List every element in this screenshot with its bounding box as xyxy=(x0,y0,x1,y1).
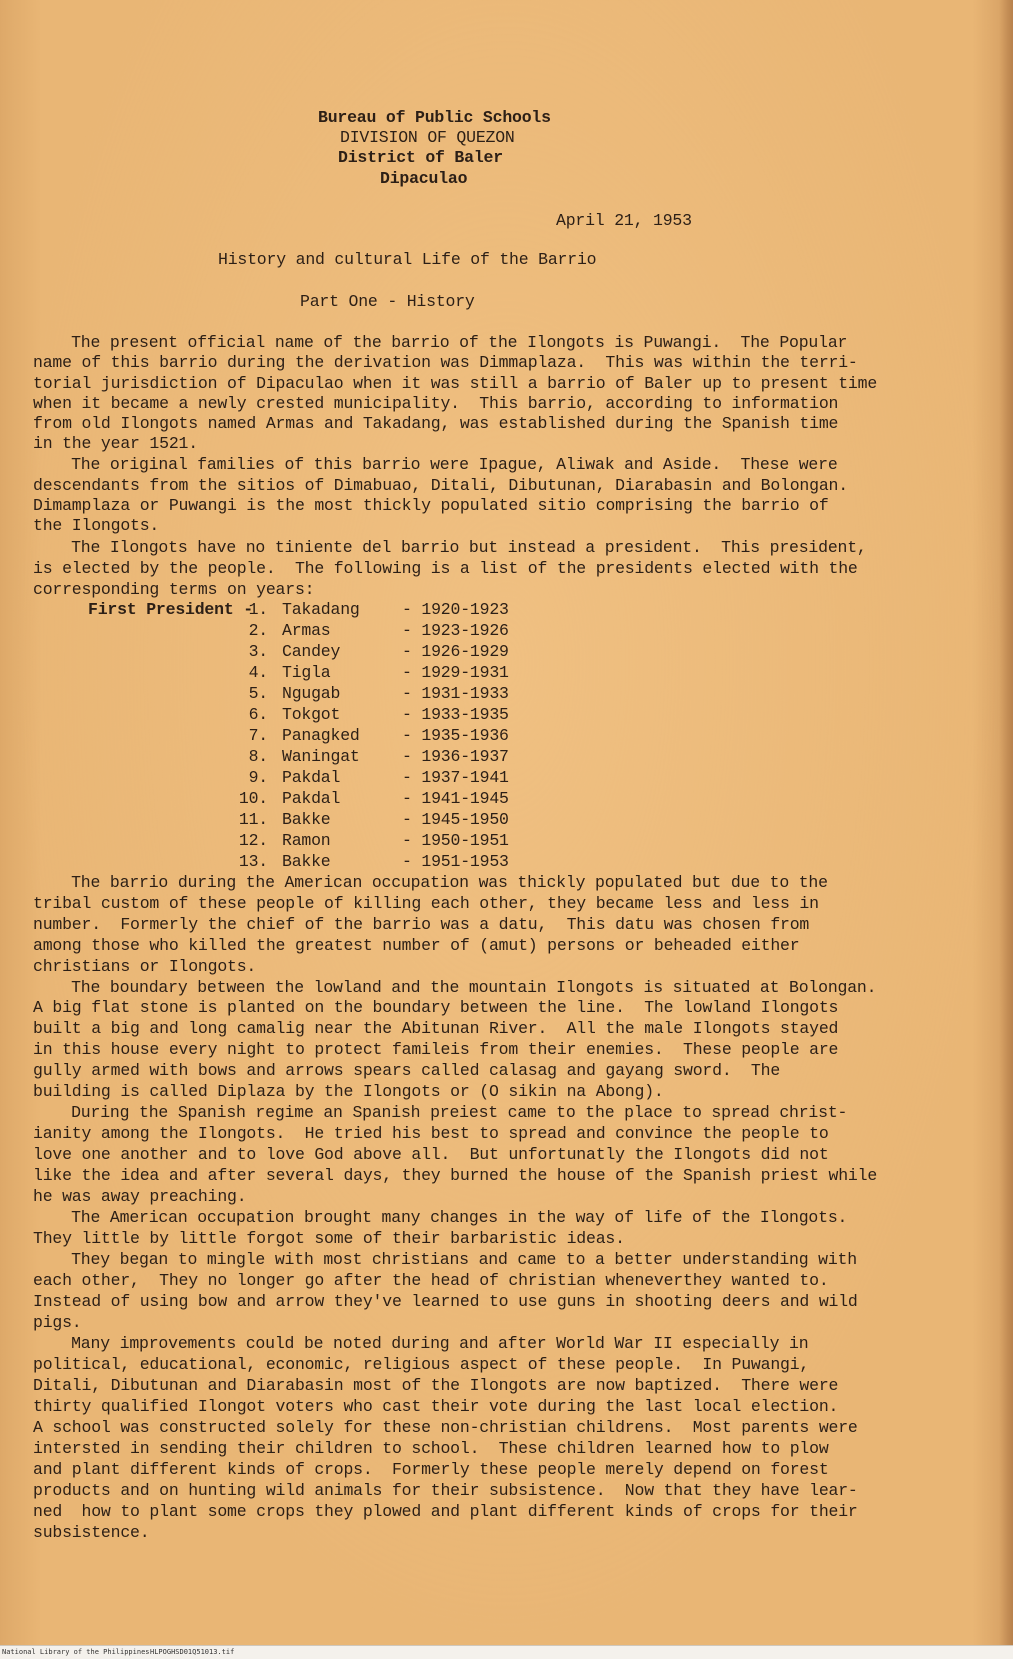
president-row xyxy=(226,768,509,788)
text-line: products and on hunting wild animals for their subsistence. Now that they have lear- xyxy=(33,1481,858,1500)
text-line: The American occupation brought many changes in the way of life of the Ilongots. xyxy=(42,1208,848,1227)
president-name: Waningat xyxy=(282,747,360,766)
text-line: he was away preaching. xyxy=(33,1187,247,1206)
president-row xyxy=(226,747,509,767)
document-title: History and cultural Life of the Barrio xyxy=(218,250,597,269)
president-name: Tokgot xyxy=(282,705,341,724)
text-line: The Ilongots have no tiniente del barrio but instead a president. This president, xyxy=(42,538,867,557)
text-line: gully armed with bows and arrows spears called calasag and gayang sword. The xyxy=(33,1061,781,1080)
text-line: political, educational, economic, religious aspect of these people. In Puwangi, xyxy=(33,1355,810,1374)
presidents-label: First President - xyxy=(88,600,253,619)
text-line: Many improvements could be noted during and after World War II especially in xyxy=(42,1334,809,1353)
text-line: number. Formerly the chief of the barrio was a datu, This datu was chosen from xyxy=(33,915,810,934)
president-row xyxy=(226,684,509,704)
text-line: They began to mingle with most christians and came to a better understanding with xyxy=(42,1250,857,1269)
president-number: 11. xyxy=(238,810,268,829)
president-number: 9. xyxy=(248,768,268,787)
president-row xyxy=(226,852,509,872)
president-row xyxy=(226,663,509,683)
text-line: The present official name of the barrio of the Ilongots is Puwangi. The Popular xyxy=(42,333,848,352)
text-line: when it became a newly crested municipality. This barrio, according to information xyxy=(33,394,839,413)
president-term: - 1941-1945 xyxy=(402,789,509,808)
text-line: The original families of this barrio were Ipague, Aliwak and Aside. These were xyxy=(42,455,838,474)
president-row xyxy=(226,642,509,662)
president-term: - 1933-1935 xyxy=(402,705,509,724)
text-line: from old Ilongots named Armas and Takadang, was established during the Spanish time xyxy=(33,414,839,433)
president-term: - 1929-1931 xyxy=(402,663,509,682)
text-line: pigs. xyxy=(33,1313,82,1332)
text-line: name of this barrio during the derivation was Dimmaplaza. This was within the terri- xyxy=(33,353,858,372)
text-line: Ditali, Dibutunan and Diarabasin most of the Ilongots are now baptized. There were xyxy=(33,1376,839,1395)
text-line: in the year 1521. xyxy=(33,434,198,453)
page-edge-shadow xyxy=(999,0,1013,1645)
text-line: A school was constructed solely for these non-christian childrens. Most parents were xyxy=(33,1418,858,1437)
text-line: Dimamplaza or Puwangi is the most thickly populated sitio comprising the barrio of xyxy=(33,496,829,515)
president-name: Pakdal xyxy=(282,789,341,808)
president-name: Tigla xyxy=(282,663,331,682)
president-number: 7. xyxy=(248,726,268,745)
president-row xyxy=(226,810,509,830)
president-term: - 1936-1937 xyxy=(402,747,509,766)
president-number: 6. xyxy=(248,705,268,724)
header-division: DIVISION OF QUEZON xyxy=(340,128,515,147)
president-name: Takadang xyxy=(282,600,360,619)
text-line: Instead of using bow and arrow they've learned to use guns in shooting deers and wild xyxy=(33,1292,858,1311)
president-number: 5. xyxy=(248,684,268,703)
text-line: tribal custom of these people of killing each other, they became less and less in xyxy=(33,894,819,913)
president-term: - 1937-1941 xyxy=(402,768,509,787)
president-number: 13. xyxy=(238,852,268,871)
president-row xyxy=(226,600,509,620)
president-term: - 1926-1929 xyxy=(402,642,509,661)
text-line: subsistence. xyxy=(33,1523,150,1542)
president-number: 2. xyxy=(248,621,268,640)
footer-filename: HLPOGHSD01Q51013.tif xyxy=(150,1648,235,1656)
president-term: - 1951-1953 xyxy=(402,852,509,871)
president-row xyxy=(226,726,509,746)
president-number: 10. xyxy=(238,789,268,808)
document-date: April 21, 1953 xyxy=(556,211,692,230)
president-term: - 1920-1923 xyxy=(402,600,509,619)
text-line: christians or Ilongots. xyxy=(33,957,257,976)
header-place: Dipaculao xyxy=(380,169,468,188)
text-line: descendants from the sitios of Dimabuao, Ditali, Dibutunan, Diarabasin and Bolongan. xyxy=(33,476,848,495)
text-line: each other, They no longer go after the head of christian wheneverthey wanted to. xyxy=(33,1271,829,1290)
president-name: Armas xyxy=(282,621,331,640)
text-line: and plant different kinds of crops. Formerly these people merely depend on forest xyxy=(33,1460,829,1479)
header-district: District of Baler xyxy=(338,148,503,167)
text-line: ianity among the Ilongots. He tried his best to spread and convince the people to xyxy=(33,1124,829,1143)
text-line: ned how to plant some crops they plowed and plant different kinds of crops for their xyxy=(33,1502,858,1521)
president-row xyxy=(226,831,509,851)
president-row xyxy=(226,789,509,809)
text-line: love one another and to love God above all. But unfortunatly the Ilongots did not xyxy=(33,1145,829,1164)
president-number: 1. xyxy=(248,600,268,619)
scan-footer-strip xyxy=(0,1645,1013,1659)
header-bureau: Bureau of Public Schools xyxy=(318,108,551,127)
president-number: 4. xyxy=(248,663,268,682)
text-line: in this house every night to protect famileis from their enemies. These people are xyxy=(33,1040,839,1059)
text-line: During the Spanish regime an Spanish preiest came to the place to spread christ- xyxy=(42,1103,848,1122)
text-line: The boundary between the lowland and the mountain Ilongots is situated at Bolongan. xyxy=(42,978,877,997)
text-line: thirty qualified Ilongot voters who cast their vote during the last local election. xyxy=(33,1397,839,1416)
president-name: Panagked xyxy=(282,726,360,745)
footer-library: National Library of the Philippines xyxy=(2,1648,150,1656)
text-line: The barrio during the American occupation was thickly populated but due to the xyxy=(42,873,828,892)
text-line: A big flat stone is planted on the boundary between the line. The lowland Ilongots xyxy=(33,998,839,1017)
president-name: Ramon xyxy=(282,831,331,850)
president-number: 8. xyxy=(248,747,268,766)
president-name: Candey xyxy=(282,642,341,661)
text-line: intersted in sending their children to school. These children learned how to plow xyxy=(33,1439,829,1458)
president-row xyxy=(226,621,509,641)
text-line: like the idea and after several days, they burned the house of the Spanish priest while xyxy=(33,1166,878,1185)
president-term: - 1931-1933 xyxy=(402,684,509,703)
text-line: is elected by the people. The following is a list of the presidents elected with the xyxy=(33,559,858,578)
president-term: - 1945-1950 xyxy=(402,810,509,829)
president-term: - 1923-1926 xyxy=(402,621,509,640)
text-line: They little by little forgot some of their barbaristic ideas. xyxy=(33,1229,625,1248)
president-name: Pakdal xyxy=(282,768,341,787)
president-term: - 1950-1951 xyxy=(402,831,509,850)
text-line: corresponding terms on years: xyxy=(33,580,315,599)
president-number: 3. xyxy=(248,642,268,661)
text-line: built a big and long camalig near the Abitunan River. All the male Ilongots stayed xyxy=(33,1019,839,1038)
text-line: building is called Diplaza by the Ilongots or (O sikin na Abong). xyxy=(33,1082,664,1101)
president-name: Ngugab xyxy=(282,684,341,703)
president-row xyxy=(226,705,509,725)
president-name: Bakke xyxy=(282,810,331,829)
part-title: Part One - History xyxy=(300,292,475,311)
president-number: 12. xyxy=(238,831,268,850)
president-name: Bakke xyxy=(282,852,331,871)
president-term: - 1935-1936 xyxy=(402,726,509,745)
text-line: among those who killed the greatest number of (amut) persons or beheaded either xyxy=(33,936,800,955)
text-line: torial jurisdiction of Dipaculao when it was still a barrio of Baler up to present time xyxy=(33,374,878,393)
text-line: the Ilongots. xyxy=(33,516,160,535)
